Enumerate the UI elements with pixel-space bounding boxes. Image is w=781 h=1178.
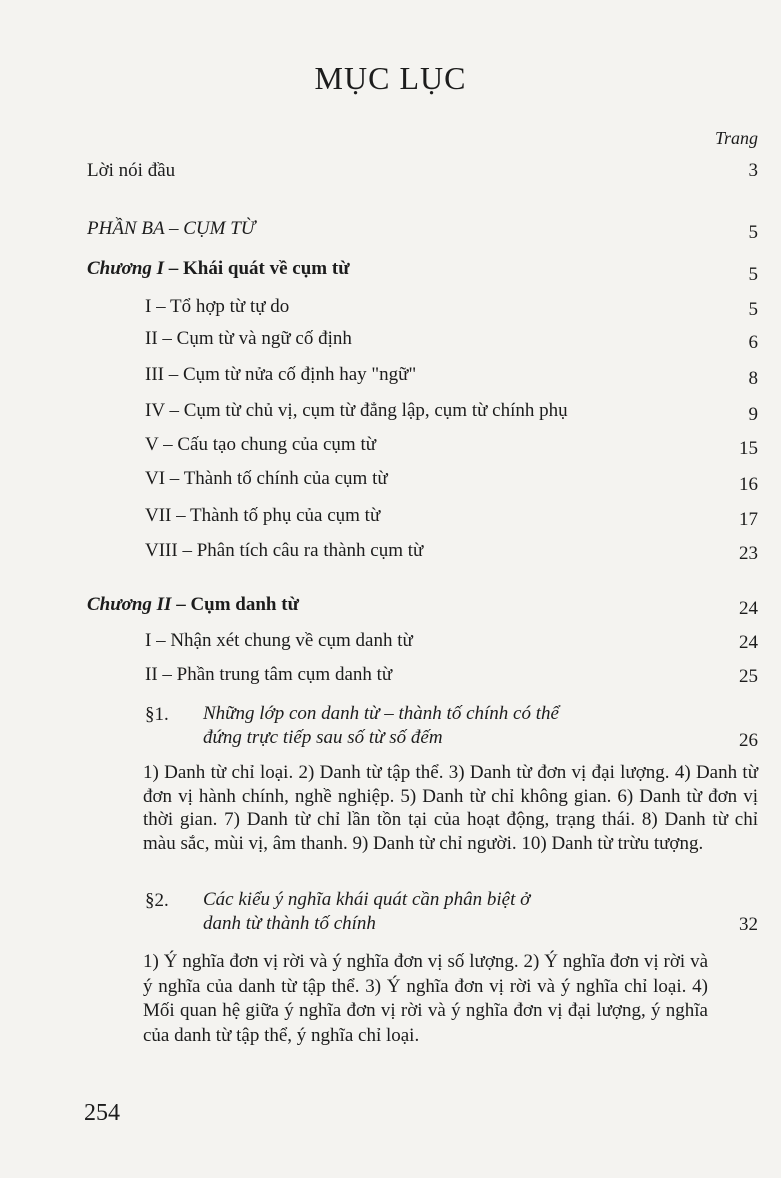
subsection-number: §1. bbox=[145, 704, 169, 725]
toc-entry-chapter-1 bbox=[0, 258, 781, 284]
toc-entry-label: VII – Thành tố phụ của cụm từ bbox=[145, 505, 381, 526]
toc-entry-section bbox=[0, 364, 781, 390]
toc-entry-section bbox=[0, 296, 781, 322]
chapter-title: – Khái quát về cụm từ bbox=[164, 258, 350, 279]
page-title: MỤC LỤC bbox=[314, 60, 467, 96]
subsection-title-line: danh từ thành tố chính bbox=[203, 913, 376, 934]
toc-entry-label: Lời nói đầu bbox=[87, 160, 176, 181]
chapter-prefix: Chương II bbox=[87, 594, 172, 615]
toc-entry-label: IV – Cụm từ chủ vị, cụm từ đẳng lập, cụm từ chính phụ bbox=[145, 400, 568, 421]
toc-entry-page: 26 bbox=[739, 730, 758, 751]
toc-entry-part-three bbox=[0, 218, 781, 244]
toc-entry-label: VI – Thành tố chính của cụm từ bbox=[145, 468, 388, 489]
subsection-title bbox=[203, 702, 643, 750]
subsection-body: 1) Danh từ chỉ loại. 2) Danh từ tập thể. 3) Danh từ đơn vị đại lượng. 4) Danh từ đơn vị hành chính, nghề nghiệp. 5) Danh từ chỉ không gian. 6) Danh từ đơn vị thời gian. 7) Danh từ chỉ lần tồn tại của hoạt động, trạng thái. 8) Danh từ chỉ màu sắc, mùi vị, âm thanh. 9) Danh từ chỉ người. 10) Danh từ trừu tượng. bbox=[143, 762, 758, 854]
toc-entry-label: II – Cụm từ và ngữ cố định bbox=[145, 328, 352, 349]
toc-entry-section bbox=[0, 664, 781, 690]
toc-entry-section bbox=[0, 630, 781, 656]
toc-entry-label: I – Tổ hợp từ tự do bbox=[145, 296, 290, 317]
page-number: 254 bbox=[84, 1100, 120, 1126]
toc-entry-section bbox=[0, 400, 781, 426]
toc-entry-page: 32 bbox=[739, 914, 758, 935]
toc-entry-page: 24 bbox=[739, 598, 758, 619]
toc-entry-label: VIII – Phân tích câu ra thành cụm từ bbox=[145, 540, 424, 561]
page-column-header: Trang bbox=[714, 128, 758, 148]
subsection-body: 1) Ý nghĩa đơn vị rời và ý nghĩa đơn vị số lượng. 2) Ý nghĩa đơn vị rời và ý nghĩa của danh từ tập thể. 3) Ý nghĩa đơn vị rời và ý nghĩa chỉ loại. 4) Mối quan hệ giữa ý nghĩa đơn vị rời và ý nghĩa đơn vị đại lượng, ý nghĩa của danh từ tập thể, ý nghĩa chỉ loại. bbox=[143, 951, 708, 1046]
toc-entry-label: PHẦN BA – CỤM TỪ bbox=[87, 218, 256, 239]
toc-entry-label: II – Phần trung tâm cụm danh từ bbox=[145, 664, 393, 685]
subsection-number: §2. bbox=[145, 890, 169, 911]
toc-entry-page: 5 bbox=[748, 264, 758, 285]
toc-entry-label bbox=[87, 594, 299, 616]
subsection-title-line: đứng trực tiếp sau số từ số đếm bbox=[203, 727, 443, 748]
toc-entry-section bbox=[0, 468, 781, 494]
toc-entry-page: 16 bbox=[739, 474, 758, 495]
subsection-title-line: Những lớp con danh từ – thành tố chính có thể bbox=[203, 703, 559, 724]
toc-entry-page: 24 bbox=[739, 632, 758, 653]
toc-entry-label: V – Cấu tạo chung của cụm từ bbox=[145, 434, 377, 455]
toc-entry-label: I – Nhận xét chung về cụm danh từ bbox=[145, 630, 413, 651]
toc-entry-chapter-2 bbox=[0, 594, 781, 620]
toc-entry-page: 25 bbox=[739, 666, 758, 687]
subsection-title-line: Các kiểu ý nghĩa khái quát cần phân biệt ở bbox=[203, 889, 531, 910]
toc-entry-page: 23 bbox=[739, 543, 758, 564]
toc-entry-section bbox=[0, 540, 781, 566]
chapter-prefix: Chương I bbox=[87, 258, 165, 279]
toc-entry-page: 15 bbox=[739, 438, 758, 459]
toc-entry-page: 5 bbox=[748, 222, 758, 243]
toc-entry-section bbox=[0, 505, 781, 531]
toc-entry-page: 6 bbox=[748, 332, 758, 353]
toc-entry-page: 3 bbox=[748, 160, 758, 181]
toc-entry-preface bbox=[0, 160, 781, 186]
toc-entry-page: 5 bbox=[748, 299, 758, 320]
toc-entry-label bbox=[87, 258, 350, 280]
toc-entry-label: III – Cụm từ nửa cố định hay "ngữ" bbox=[145, 364, 417, 385]
toc-entry-page: 9 bbox=[748, 404, 758, 425]
chapter-title: – Cụm danh từ bbox=[171, 594, 299, 615]
toc-entry-section bbox=[0, 328, 781, 354]
toc-entry-section bbox=[0, 434, 781, 460]
subsection-title bbox=[203, 888, 643, 936]
toc-entry-page: 8 bbox=[748, 368, 758, 389]
toc-entry-page: 17 bbox=[739, 509, 758, 530]
